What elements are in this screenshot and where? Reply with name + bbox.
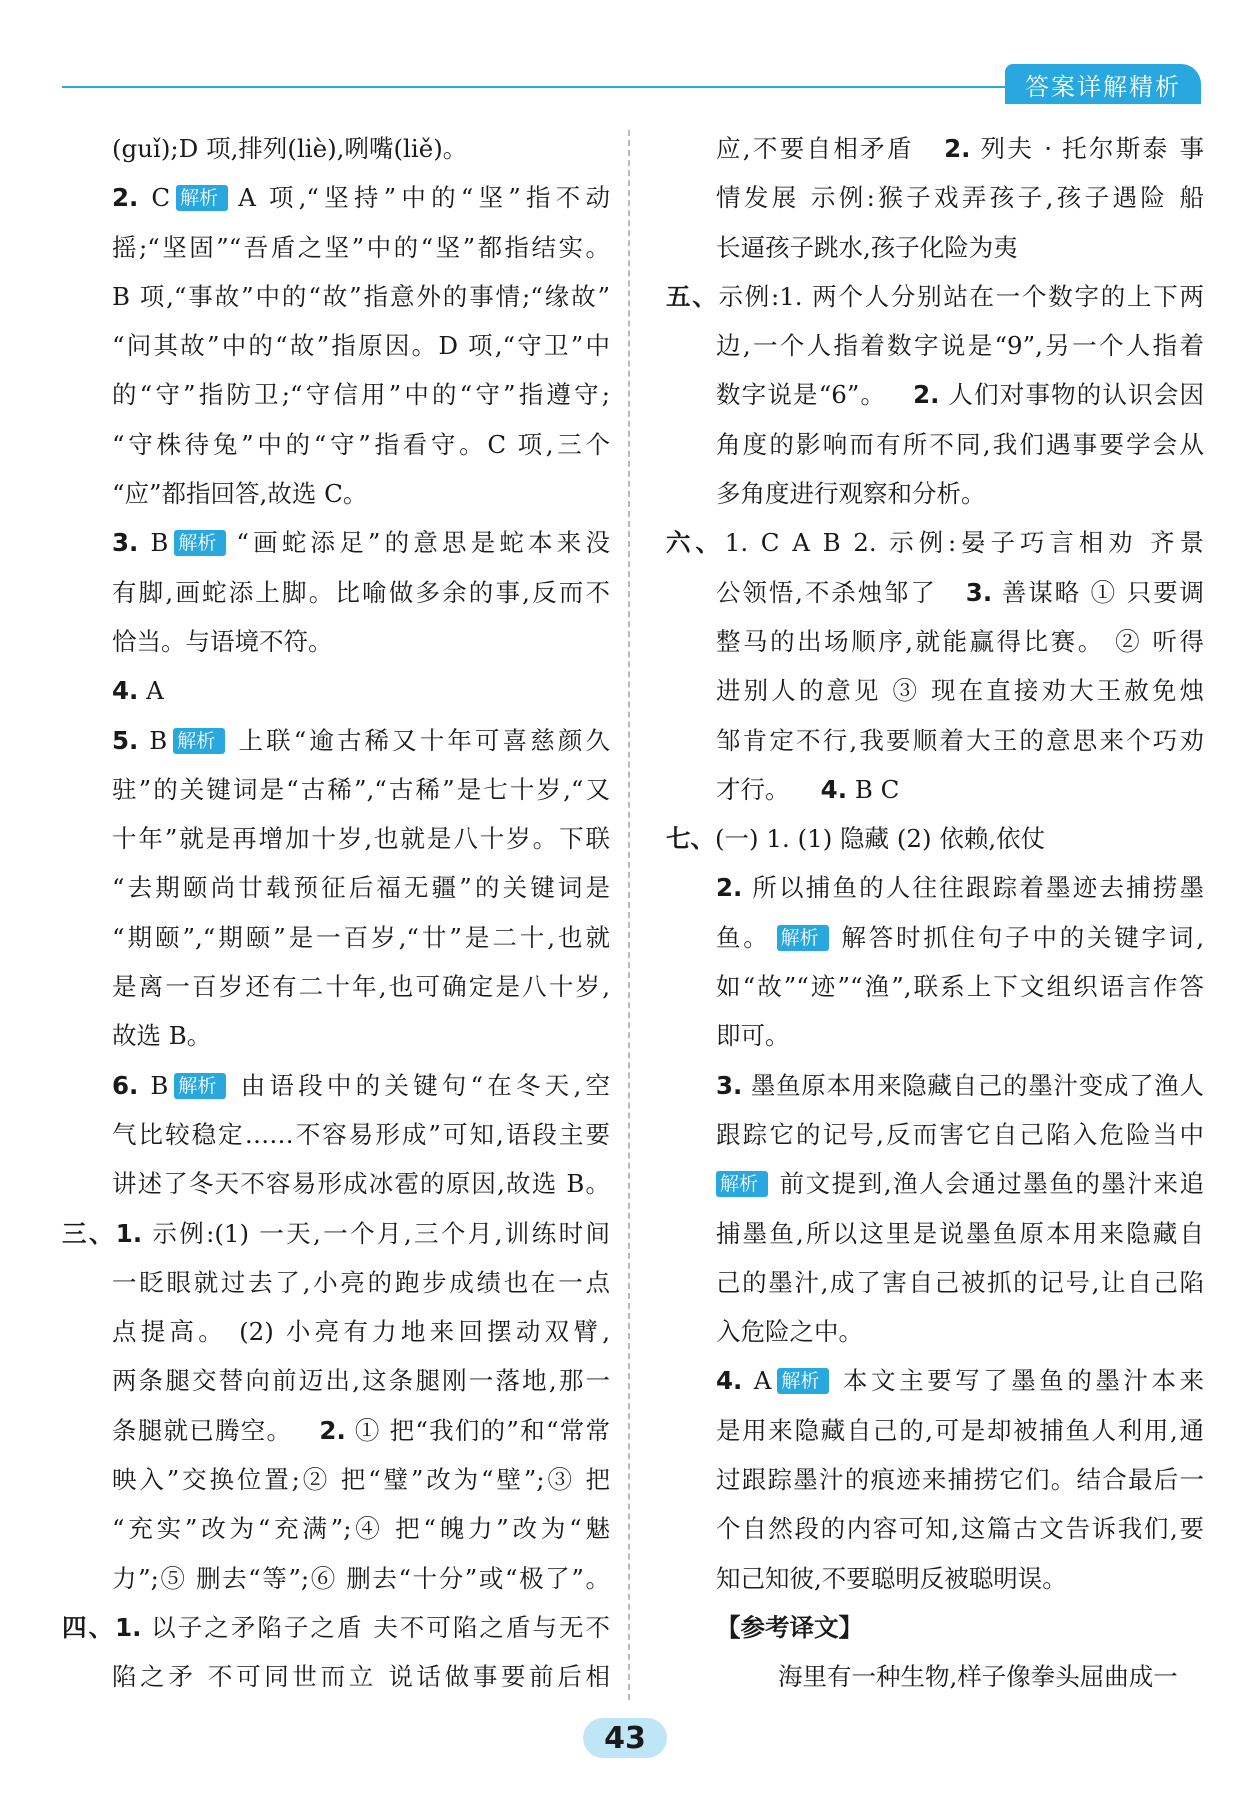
question-number: 2.	[716, 873, 743, 903]
question-number: 4.	[112, 676, 139, 706]
analysis-text: 前文提到,渔人会通过墨鱼的墨汁来追	[778, 1169, 1204, 1199]
text-line: 点提高。 (2) 小亮有力地来回摆动双臂,	[112, 1317, 610, 1347]
answer-text: ① 把“我们的”和“常常	[354, 1415, 610, 1445]
answer-text: 人们对事物的认识会因	[948, 380, 1204, 410]
text-line: 即可。	[716, 1021, 790, 1051]
answer-line	[666, 124, 1204, 173]
text-line: 海里有一种生物,样子像拳头屈曲成一	[778, 1662, 1178, 1692]
analysis-tag: 解析 ·	[777, 925, 829, 951]
question-number: 3.	[716, 1070, 743, 1100]
section-label: 五、	[666, 281, 719, 311]
answer-line	[666, 1356, 1204, 1405]
text-line: 多角度进行观察和分析。	[716, 479, 986, 509]
answer-line	[62, 173, 610, 222]
answer-text: 示例:(1) 一天,一个月,三个月,训练时间	[152, 1218, 611, 1248]
analysis-text: “画蛇添足”的意思是蛇本来没	[236, 528, 610, 558]
header-rule	[62, 86, 1007, 88]
question-number: 4.	[716, 1366, 743, 1396]
text-line: 映入”交换位置;② 把“璧”改为“壁”;③ 把	[112, 1465, 610, 1495]
analysis-text: A 项,“坚持”中的“坚”指不动	[238, 183, 610, 213]
answer-choice: B	[150, 1070, 169, 1100]
answer-text: 以子之矛陷子之盾 夫不可陷之盾与无不	[151, 1612, 611, 1642]
answer-text: 列夫 · 托尔斯泰 事	[980, 134, 1204, 163]
answer-choice: A	[146, 676, 164, 706]
text-line: “充实”改为“充满”;④ 把“魄力”改为“魅	[112, 1514, 610, 1544]
question-number: 1.	[115, 1612, 142, 1642]
answer-text: 才行。	[716, 774, 790, 804]
reference-title: 【参考译文】	[716, 1612, 863, 1642]
analysis-text: 由语段中的关键句“在冬天,空	[236, 1070, 611, 1100]
text-line: 有脚,画蛇添上脚。比喻做多余的事,反而不	[112, 577, 610, 607]
answer-line	[666, 863, 1204, 912]
text-line: 邹肯定不行,我要顺着大王的意思来个巧劝	[716, 725, 1204, 755]
text-line: “期颐”,“期颐”是一百岁,“廿”是二十,也就	[112, 922, 610, 952]
column-divider	[628, 130, 630, 1700]
text-line: 进别人的意见 ③ 现在直接劝大王赦免烛	[716, 676, 1204, 706]
text-line: 过跟踪墨汁的痕迹来捕捞它们。结合最后一	[716, 1465, 1204, 1495]
text-line: “去期颐尚廿载预征后福无疆”的关键词是	[112, 873, 610, 903]
analysis-tag: 解析 ·	[777, 1368, 829, 1394]
text-line: 力”;⑤ 删去“等”;⑥ 删去“十分”或“极了”。	[112, 1563, 610, 1593]
answer-text: 鱼。	[716, 922, 771, 952]
answer-text: 所以捕鱼的人往往跟踪着墨迹去捕捞墨	[752, 873, 1205, 903]
text-line: 的“守”指防卫;“守信用”中的“守”指遵守;	[112, 380, 610, 410]
answer-choice: B	[150, 528, 169, 558]
reference-heading	[666, 1603, 1204, 1652]
analysis-text: 解答时抓住句子中的关键字词,	[838, 922, 1205, 952]
text-line: 是用来隐藏自己的,可是却被捕鱼人利用,通	[716, 1415, 1204, 1445]
section-line	[62, 1603, 610, 1652]
text-line: “应”都指回答,故选 C。	[112, 479, 368, 509]
text-line: 跟踪它的记号,反而害它自己陷入危险当中	[716, 1119, 1204, 1149]
question-number: 3.	[965, 577, 993, 607]
header-tab: 答案详解精析	[1005, 64, 1201, 104]
right-column	[666, 124, 1204, 1702]
answer-text: 数字说是“6”。	[716, 380, 887, 410]
text-line: 十年”就是再增加十岁,也就是八十岁。下联	[112, 824, 610, 854]
answer-text: 条腿就已腾空。	[112, 1415, 293, 1445]
left-column	[62, 124, 610, 1702]
answer-line	[62, 666, 610, 715]
text-line: 讲述了冬天不容易形成冰雹的原因,故选 B。	[112, 1169, 610, 1199]
text-line: 个自然段的内容可知,这篇古文告诉我们,要	[716, 1514, 1204, 1544]
answer-text: (一) 1. (1) 隐藏 (2) 依赖,依仗	[715, 824, 1046, 854]
analysis-tag: 解析 ·	[174, 530, 226, 556]
analysis-text: 上联“逾古稀又十年可喜慈颜久	[235, 725, 610, 755]
answer-choice: A	[753, 1366, 772, 1396]
text-line: 陷之矛 不可同世而立 说话做事要前后相	[112, 1662, 610, 1692]
section-label: 四、	[62, 1612, 116, 1642]
text-line: 长逼孩子跳水,孩子化险为夷	[716, 232, 1018, 262]
text-line: B 项,“事故”中的“故”指意外的事情;“缘故”	[112, 281, 610, 311]
section-line	[666, 272, 1204, 321]
analysis-tag: 解析 ·	[716, 1171, 768, 1197]
answer-line	[666, 765, 1204, 814]
question-number: 4.	[820, 774, 848, 804]
text-line: 整马的出场顺序,就能赢得比赛。 ② 听得	[716, 626, 1204, 656]
question-number: 3.	[112, 528, 139, 558]
question-number: 2.	[913, 380, 940, 410]
text-line: 故选 B。	[112, 1021, 212, 1051]
answer-choice: B	[149, 725, 168, 755]
text-line: 气比较稳定……不容易形成”可知,语段主要	[112, 1119, 610, 1149]
answer-text: 善谋略 ① 只要调	[1001, 577, 1205, 607]
text-line: 情发展 示例:猴子戏弄孩子,孩子遇险 船	[716, 183, 1204, 213]
answer-line	[666, 913, 1204, 962]
text-line: “守株待兔”中的“守”指看守。C 项,三个	[112, 429, 610, 459]
text-line: 角度的影响而有所不同,我们遇事要学会从	[716, 429, 1204, 459]
section-line	[666, 814, 1204, 863]
page-number: 43	[583, 1718, 667, 1758]
section-label: 七、	[666, 824, 715, 854]
analysis-tag: 解析 ·	[176, 185, 228, 211]
text-line: (guǐ);D 项,排列(liè),咧嘴(liě)。	[112, 134, 468, 163]
text-line: 摇;“坚固”“吾盾之坚”中的“坚”都指结实。	[112, 232, 610, 262]
text-line: 一眨眼就过去了,小亮的跑步成绩也在一点	[112, 1267, 610, 1297]
text-line: 己的墨汁,成了害自己被抓的记号,让自己陷	[716, 1267, 1204, 1297]
question-number: 1.	[115, 1218, 143, 1248]
text-line: 边,一个人指着数字说是“9”,另一个人指着	[716, 331, 1204, 361]
answer-line	[666, 568, 1204, 617]
answer-text: 公领悟,不杀烛邹了	[716, 577, 937, 607]
section-line	[666, 518, 1204, 567]
analysis-text: 本文主要写了墨鱼的墨汁本来	[839, 1366, 1205, 1396]
text-line: 驻”的关键词是“古稀”,“古稀”是七十岁,“又	[112, 774, 610, 804]
answer-text: 墨鱼原本用来隐藏自己的墨汁变成了渔人	[750, 1070, 1205, 1100]
text-line: 知己知彼,不要聪明反被聪明误。	[716, 1563, 1067, 1593]
text-line: 是离一百岁还有二十年,也可确定是八十岁,	[112, 972, 610, 1002]
text-line: 入危险之中。	[716, 1317, 863, 1347]
section-label: 三、	[62, 1218, 116, 1248]
analysis-tag: 解析 ·	[173, 728, 225, 754]
answer-line	[666, 370, 1204, 419]
text-line: 两条腿交替向前迈出,这条腿刚一落地,那一	[112, 1366, 610, 1396]
question-number: 2.	[319, 1415, 346, 1445]
text-line: 如“故”“迹”“渔”,联系上下文组织语言作答	[716, 972, 1204, 1002]
answer-line	[666, 1159, 1204, 1208]
section-line	[62, 1209, 610, 1258]
question-number: 6.	[112, 1070, 139, 1100]
analysis-tag: 解析 ·	[174, 1073, 226, 1099]
answer-text: 1. C A B 2. 示例:晏子巧言相劝 齐景	[724, 528, 1204, 558]
answer-text: 示例:1. 两个人分别站在一个数字的上下两	[718, 281, 1204, 311]
answer-line	[666, 1061, 1204, 1110]
answer-line	[62, 1061, 610, 1110]
answer-line	[62, 716, 610, 765]
answer-choice: C	[151, 183, 171, 213]
answer-line	[62, 518, 610, 567]
answer-text: 应,不要自相矛盾	[716, 134, 914, 163]
answer-text: B C	[854, 774, 900, 804]
question-number: 2.	[112, 183, 139, 213]
question-number: 2.	[944, 134, 971, 163]
text-line: 恰当。与语境不符。	[112, 626, 333, 656]
section-label: 六、	[666, 528, 725, 558]
answer-line	[62, 1406, 610, 1455]
question-number: 5.	[112, 725, 139, 755]
text-line: 捕墨鱼,所以这里是说墨鱼原本用来隐藏自	[716, 1218, 1204, 1248]
text-line: “问其故”中的“故”指原因。D 项,“守卫”中	[112, 331, 610, 361]
